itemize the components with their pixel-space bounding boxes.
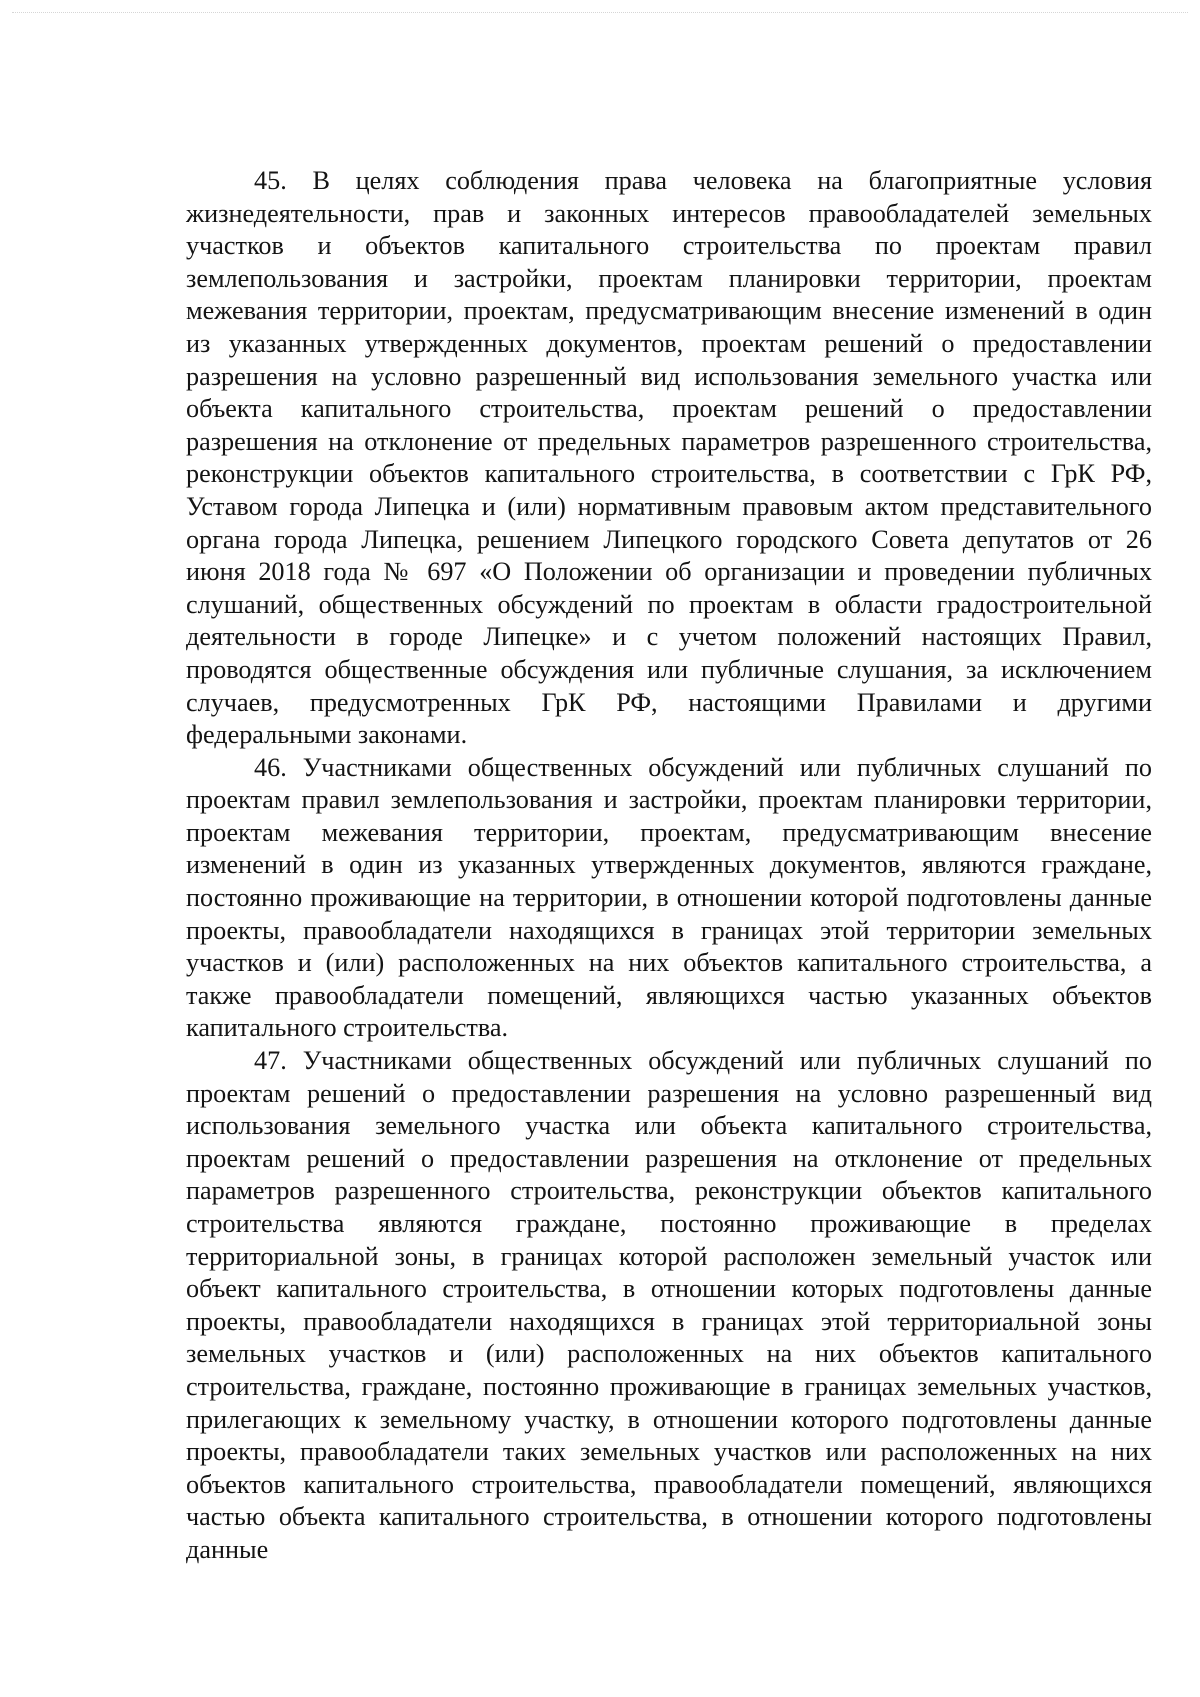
paragraph-47: 47. Участниками общественных обсуждений или публичных слушаний по проектам решений о предоставлении разрешения на условно разрешенный вид использования земельного участка или объекта капитального строительства, проектам решений о предоставлении разрешения на отклонение от предельных параметров разрешенного строительства, реконструкции объектов капитального строительства являются граждане, постоянно проживающие в пределах территориальной зоны, в границах которой расположен земельный участок или объект капитального строительства, в отношении которых подготовлены данные проекты, правообладатели находящихся в границах этой территориальной зоны земельных участков и (или) расположенных на них объектов капитального строительства, граждане, постоянно проживающие в границах земельных участков, прилегающих к земельному участку, в отношении которого подготовлены данные проекты, правообладатели таких земельных участков или расположенных на них объектов капитального строительства, правообладатели помещений, являющихся частью объекта капитального строительства, в отношении которого подготовлены данные <box>186 1046 1152 1564</box>
document-body <box>186 165 1152 1567</box>
page-top-edge <box>12 12 1188 13</box>
paragraph-46: 46. Участниками общественных обсуждений или публичных слушаний по проектам правил землепользования и застройки, проектам планировки территории, проектам межевания территории, проектам, предусматривающим внесение изменений в один из указанных утвержденных документов, являются граждане, постоянно проживающие на территории, в отношении которой подготовлены данные проекты, правообладатели находящихся в границах этой территории земельных участков и (или) расположенных на них объектов капитального строительства, а также правообладатели помещений, являющихся частью указанных объектов капитального строительства. <box>186 752 1152 1043</box>
paragraph-45: 45. В целях соблюдения права человека на благоприятные условия жизнедеятельности, прав и законных интересов правообладателей земельных участков и объектов капитального строительства по проектам правил землепользования и застройки, проектам планировки территории, проектам межевания территории, проектам, предусматривающим внесение изменений в один из указанных утвержденных документов, проектам решений о предоставлении разрешения на условно разрешенный вид использования земельного участка или объекта капитального строительства, проектам решений о предоставлении разрешения на отклонение от предельных параметров разрешенного строительства, реконструкции объектов капитального строительства, в соответствии с ГрК РФ, Уставом города Липецка и (или) нормативным правовым актом представительного органа города Липецка, решением Липецкого городского Совета депутатов от 26 июня 2018 года № 697 «О Положении об организации и проведении публичных слушаний, общественных обсуждений по проектам в области градостроительной деятельности в городе Липецке» и с учетом положений настоящих Правил, проводятся общественные обсуждения или публичные слушания, за исключением случаев, предусмотренных ГрК РФ, настоящими Правилами и другими федеральными законами. <box>186 166 1152 750</box>
